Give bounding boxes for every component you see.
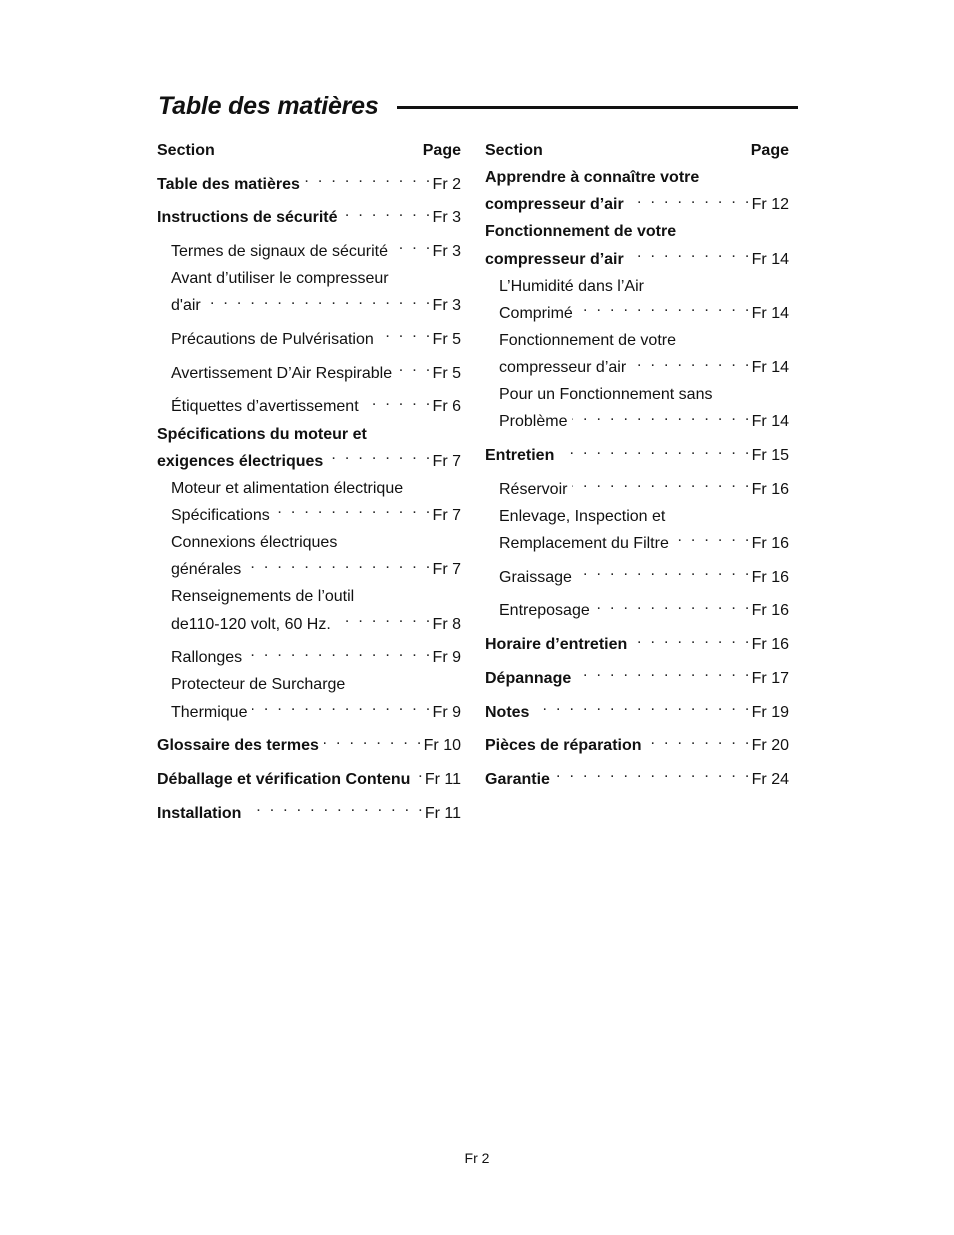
toc-line — [485, 168, 789, 189]
toc-page-ref: Fr 15 — [751, 447, 789, 465]
column-header — [157, 141, 461, 162]
toc-entry-title: d'air — [171, 297, 201, 315]
dot-leader — [647, 730, 752, 751]
toc-line — [485, 629, 789, 656]
toc-entry — [485, 168, 789, 216]
toc-entry-title: Termes de signaux de sécurité — [171, 243, 388, 261]
toc-sub-entry — [157, 323, 461, 350]
toc-entry — [157, 202, 461, 229]
toc-sub-entry — [485, 595, 789, 622]
toc-entry-title: Connexions électriques — [171, 534, 338, 552]
dot-leader — [572, 406, 751, 427]
toc-line — [485, 406, 789, 433]
toc-entry-title: Entretien — [485, 447, 555, 465]
toc-entry-title: compresseur d’air — [485, 250, 624, 268]
dot-leader — [629, 189, 752, 210]
toc-line — [485, 352, 789, 379]
toc-page-ref: Fr 14 — [751, 250, 789, 268]
toc-sub-entry — [485, 561, 789, 588]
toc-line — [157, 642, 461, 669]
section-header: Section — [485, 142, 543, 159]
toc-page-ref: Fr 10 — [423, 737, 461, 755]
dot-leader — [247, 642, 432, 663]
toc-page-ref: Fr 9 — [432, 649, 461, 667]
toc-line — [157, 499, 461, 526]
toc-page-ref: Fr 5 — [432, 331, 461, 349]
toc-line — [157, 290, 461, 317]
page-header: Page — [750, 142, 789, 159]
toc-line — [157, 425, 461, 446]
toc-sub-entry — [157, 533, 461, 581]
toc-entry-title: Problème — [499, 413, 568, 431]
dot-leader — [397, 357, 432, 378]
dot-leader — [595, 595, 752, 616]
toc-page-ref: Fr 12 — [751, 196, 789, 214]
dot-leader — [324, 730, 424, 751]
dot-leader — [246, 554, 432, 575]
toc-entry-title: Dépannage — [485, 669, 572, 687]
toc-left-entries — [157, 168, 461, 824]
toc-line — [157, 357, 461, 384]
dot-leader — [393, 235, 433, 256]
toc-line — [157, 797, 461, 824]
toc-line — [157, 479, 461, 500]
toc-entry-title: compresseur d’air — [499, 359, 627, 377]
toc-page-ref: Fr 16 — [751, 602, 789, 620]
toc-page-ref: Fr 9 — [432, 703, 461, 721]
dot-leader — [578, 297, 752, 318]
toc-line — [485, 763, 789, 790]
toc-page-ref: Fr 6 — [432, 398, 461, 416]
toc-sub-entry — [157, 357, 461, 384]
toc-page-ref: Fr 24 — [751, 770, 789, 788]
toc-sub-entry — [157, 269, 461, 317]
toc-page-ref: Fr 7 — [432, 506, 461, 524]
toc-entry-title: Remplacement du Filtre — [499, 535, 669, 553]
toc-entry-title: Déballage et vérification Contenu — [157, 770, 411, 788]
dot-leader — [364, 391, 433, 412]
toc-entry-title: Spécifications — [171, 506, 270, 524]
section-header: Section — [157, 142, 215, 159]
toc-entry — [157, 763, 461, 790]
dot-leader — [577, 561, 752, 582]
dot-leader — [534, 696, 751, 717]
toc-entry — [485, 440, 789, 467]
toc-line — [485, 440, 789, 467]
toc-entry-title: Installation — [157, 804, 242, 822]
dot-leader — [206, 290, 433, 311]
toc-page-ref: Fr 2 — [432, 175, 461, 193]
toc-entry-title: Fonctionnement de votre — [499, 331, 676, 349]
dot-leader — [629, 243, 752, 264]
toc-entry — [485, 629, 789, 656]
toc-left-column — [157, 141, 461, 831]
toc-page-ref: Fr 7 — [432, 452, 461, 470]
toc-entry-title: de110-120 volt, 60 Hz. — [171, 615, 331, 633]
toc-page-ref: Fr 16 — [751, 636, 789, 654]
toc-line — [157, 696, 461, 723]
toc-entry-title: exigences électriques — [157, 452, 324, 470]
dot-leader — [559, 440, 751, 461]
dot-leader — [631, 352, 752, 373]
toc-entry-title: Pour un Fonctionnement sans — [499, 386, 713, 404]
dot-leader — [328, 445, 432, 466]
toc-line — [157, 730, 461, 757]
toc-line — [485, 297, 789, 324]
toc-entry — [157, 730, 461, 757]
toc-sub-entry — [157, 587, 461, 635]
toc-entry-title: Moteur et alimentation électrique — [171, 479, 404, 497]
toc-entry-title: Avant d’utiliser le compresseur — [171, 270, 389, 288]
toc-entry-title: Thermique — [171, 703, 248, 721]
toc-page-ref: Fr 8 — [432, 615, 461, 633]
toc-entry-title: L’Humidité dans l’Air — [499, 277, 644, 295]
toc-sub-entry — [157, 675, 461, 723]
toc-page-ref: Fr 19 — [751, 703, 789, 721]
toc-entry — [157, 425, 461, 473]
toc-line — [157, 445, 461, 472]
toc-page-ref: Fr 14 — [751, 413, 789, 431]
toc-entry-title: Entreposage — [499, 602, 590, 620]
toc-entry — [157, 168, 461, 195]
toc-entry-title: Pièces de réparation — [485, 737, 642, 755]
toc-page-ref: Fr 3 — [432, 209, 461, 227]
toc-entry-title: Apprendre à connaître votre — [485, 169, 700, 187]
toc-line — [485, 595, 789, 622]
toc-page-ref: Fr 11 — [424, 804, 461, 822]
toc-page-ref: Fr 17 — [751, 669, 789, 687]
toc-line — [485, 243, 789, 270]
toc-line — [485, 222, 789, 243]
toc-entry-title: Fonctionnement de votre — [485, 223, 677, 241]
toc-line — [157, 675, 461, 696]
toc-entry — [157, 797, 461, 824]
toc-entry-title: Avertissement D’Air Respirable — [171, 364, 393, 382]
toc-sub-entry — [485, 277, 789, 325]
title-row — [158, 88, 798, 124]
dot-leader — [632, 629, 751, 650]
dot-leader — [275, 499, 433, 520]
toc-entry-title: Réservoir — [499, 480, 568, 498]
toc-page-ref: Fr 16 — [751, 568, 789, 586]
toc-page-ref: Fr 7 — [432, 561, 461, 579]
toc-line — [157, 533, 461, 554]
dot-leader — [246, 797, 424, 818]
toc-entry-title: Notes — [485, 703, 530, 721]
toc-line — [485, 662, 789, 689]
dot-leader — [379, 323, 433, 344]
toc-entry-title: Table des matières — [157, 175, 300, 193]
toc-page-ref: Fr 3 — [432, 243, 461, 261]
toc-page-ref: Fr 3 — [432, 297, 461, 315]
title-rule — [397, 106, 798, 109]
toc-entry-title: Garantie — [485, 770, 550, 788]
toc-line — [485, 696, 789, 723]
toc-line — [157, 763, 461, 790]
toc-line — [485, 189, 789, 216]
toc-line — [157, 235, 461, 262]
toc-entry-title: Rallonges — [171, 649, 243, 667]
toc-entry-title: Horaire d’entretien — [485, 636, 628, 654]
toc-entry-title: Précautions de Pulvérisation — [171, 331, 374, 349]
toc-entry-title: générales — [171, 561, 242, 579]
toc-entry-title: compresseur d’air — [485, 196, 624, 214]
toc-line — [157, 202, 461, 229]
toc-line — [485, 730, 789, 757]
dot-leader — [576, 662, 751, 683]
toc-line — [157, 391, 461, 418]
toc-page-ref: Fr 20 — [751, 737, 789, 755]
toc-line — [157, 554, 461, 581]
page-header: Page — [422, 142, 461, 159]
column-header — [485, 141, 789, 162]
toc-line — [485, 561, 789, 588]
toc-sub-entry — [485, 385, 789, 433]
toc-entry — [485, 696, 789, 723]
toc-page-ref: Fr 11 — [424, 770, 461, 788]
toc-entry-title: Graissage — [499, 568, 572, 586]
toc-line — [485, 507, 789, 528]
toc-page-ref: Fr 5 — [432, 364, 461, 382]
toc-entry-title: Enlevage, Inspection et — [499, 507, 666, 525]
toc-line — [157, 608, 461, 635]
toc-page-ref: Fr 16 — [751, 535, 789, 553]
toc-line — [485, 331, 789, 352]
toc-sub-entry — [485, 331, 789, 379]
toc-entry — [485, 662, 789, 689]
dot-leader — [343, 202, 433, 223]
dot-leader — [252, 696, 432, 717]
toc-right-entries — [485, 168, 789, 790]
toc-line — [157, 168, 461, 195]
toc-sub-entry — [157, 235, 461, 262]
toc-entry — [485, 763, 789, 790]
toc-line — [157, 587, 461, 608]
toc-line — [485, 527, 789, 554]
toc-entry-title: Comprimé — [499, 304, 573, 322]
page-title: Table des matières — [158, 91, 379, 120]
dot-leader — [674, 527, 752, 548]
dot-leader — [555, 763, 752, 784]
toc-sub-entry — [157, 642, 461, 669]
toc-entry-title: Renseignements de l’outil — [171, 588, 355, 606]
dot-leader — [415, 763, 424, 784]
toc-sub-entry — [157, 479, 461, 527]
dot-leader — [572, 473, 751, 494]
dot-leader — [336, 608, 433, 629]
toc-entry-title: Spécifications du moteur et — [157, 425, 367, 443]
toc-line — [485, 473, 789, 500]
toc-page-ref: Fr 14 — [751, 359, 789, 377]
toc-page-ref: Fr 16 — [751, 480, 789, 498]
toc-sub-entry — [485, 473, 789, 500]
toc-page-ref: Fr 14 — [751, 304, 789, 322]
toc-entry — [485, 730, 789, 757]
toc-entry-title: Instructions de sécurité — [157, 209, 338, 227]
toc-entry-title: Étiquettes d’avertissement — [171, 398, 359, 416]
toc-line — [485, 385, 789, 406]
toc-right-column — [485, 141, 789, 797]
toc-entry-title: Protecteur de Surcharge — [171, 676, 346, 694]
toc-sub-entry — [485, 507, 789, 555]
toc-sub-entry — [157, 391, 461, 418]
toc-line — [157, 269, 461, 290]
toc-line — [157, 323, 461, 350]
toc-entry — [485, 222, 789, 270]
page-number: Fr 2 — [464, 1150, 490, 1166]
toc-line — [485, 277, 789, 298]
dot-leader — [305, 168, 433, 189]
toc-entry-title: Glossaire des termes — [157, 737, 319, 755]
